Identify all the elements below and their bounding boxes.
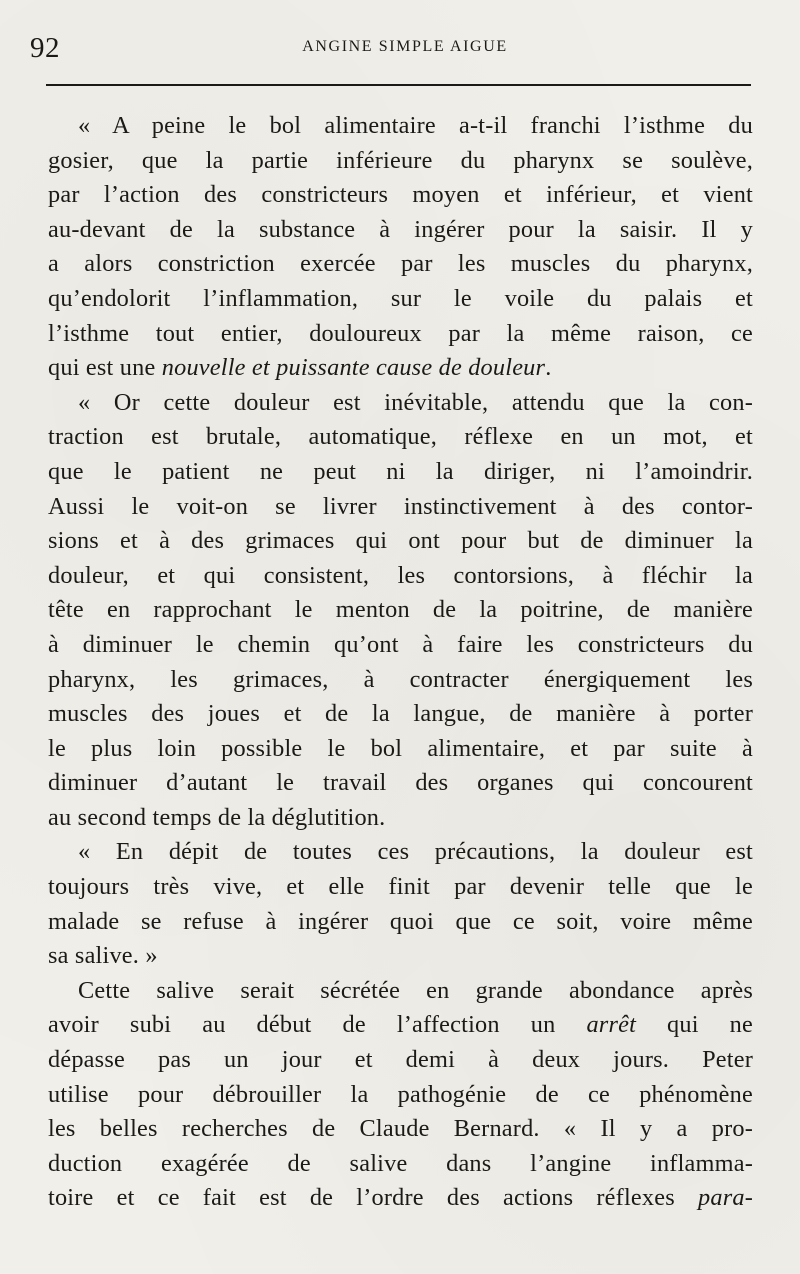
- paragraph: [48, 835, 753, 973]
- text-segment: avoir subi au début de l’affection un: [48, 1011, 587, 1039]
- text-segment: toire et ce fait est de l’ordre des actions réflexes: [48, 1184, 698, 1212]
- text-line: Aussi le voit-on se livrer instinctivement à des contor-: [48, 492, 753, 520]
- page-number: 92: [30, 32, 60, 64]
- italic-phrase: arrêt: [586, 1011, 637, 1039]
- text-line: sa salive. »: [48, 942, 158, 970]
- paragraph: [48, 974, 753, 1216]
- text-line: dépasse pas un jour et demi à deux jours. Peter: [48, 1046, 753, 1074]
- text-line: traction est brutale, automatique, réflexe en un mot, et: [48, 423, 753, 451]
- text-line: le plus loin possible le bol alimentaire, et par suite à: [48, 734, 753, 762]
- running-title: ANGINE SIMPLE AIGUE: [302, 38, 508, 55]
- text-line: duction exagérée de salive dans l’angine inflamma-: [48, 1149, 753, 1177]
- text-line: Cette salive serait sécrétée en grande abondance après: [78, 976, 753, 1004]
- text-line: que le patient ne peut ni la diriger, ni l’amoindrir.: [48, 457, 753, 485]
- text-line: qu’endolorit l’inflammation, sur le voile du palais et: [48, 284, 753, 312]
- text-line: « Or cette douleur est inévitable, attendu que la con-: [78, 388, 753, 416]
- body-text: [48, 109, 753, 1216]
- text-line: au second temps de la déglutition.: [48, 803, 386, 831]
- text-segment: qui ne: [636, 1011, 754, 1039]
- text-line: tête en rapprochant le menton de la poitrine, de manière: [48, 596, 753, 624]
- text-line: les belles recherches de Claude Bernard. « Il y a pro-: [48, 1115, 753, 1143]
- italic-phrase: para-: [698, 1184, 753, 1212]
- text-line: douleur, et qui consistent, les contorsions, à fléchir la: [48, 561, 753, 589]
- text-line: l’isthme tout entier, douloureux par la même raison, ce: [48, 319, 753, 347]
- text-line: [48, 1008, 753, 1043]
- text-line: malade se refuse à ingérer quoi que ce soit, voire même: [48, 907, 753, 935]
- text-line: pharynx, les grimaces, à contracter énergiquement les: [48, 665, 753, 693]
- text-line: par l’action des constricteurs moyen et inférieur, et vient: [48, 181, 753, 209]
- paragraph: [48, 386, 753, 836]
- text-line: gosier, que la partie inférieure du pharynx se soulève,: [48, 146, 753, 174]
- text-line: « En dépit de toutes ces précautions, la douleur est: [78, 838, 753, 866]
- text-line: a alors constriction exercée par les muscles du pharynx,: [48, 250, 753, 278]
- header-rule: [46, 84, 751, 86]
- text-line: à diminuer le chemin qu’ont à faire les constricteurs du: [48, 630, 753, 658]
- text-segment: .: [545, 354, 552, 382]
- text-line: au-devant de la substance à ingérer pour la saisir. Il y: [48, 215, 753, 243]
- text-line: toujours très vive, et elle finit par devenir telle que le: [48, 873, 753, 901]
- paragraph: [48, 109, 753, 386]
- text-line: diminuer d’autant le travail des organes qui concourent: [48, 769, 753, 797]
- italic-phrase: nouvelle et puissante cause de douleur: [161, 354, 546, 382]
- text-line: sions et à des grimaces qui ont pour but de diminuer la: [48, 527, 753, 555]
- text-line: [48, 351, 753, 386]
- text-line: [48, 1181, 753, 1216]
- text-line: utilise pour débrouiller la pathogénie de ce phénomène: [48, 1080, 753, 1108]
- text-segment: qui est une: [48, 354, 162, 382]
- text-line: muscles des joues et de la langue, de manière à porter: [48, 700, 753, 728]
- text-line: « A peine le bol alimentaire a-t-il franchi l’isthme du: [78, 112, 753, 139]
